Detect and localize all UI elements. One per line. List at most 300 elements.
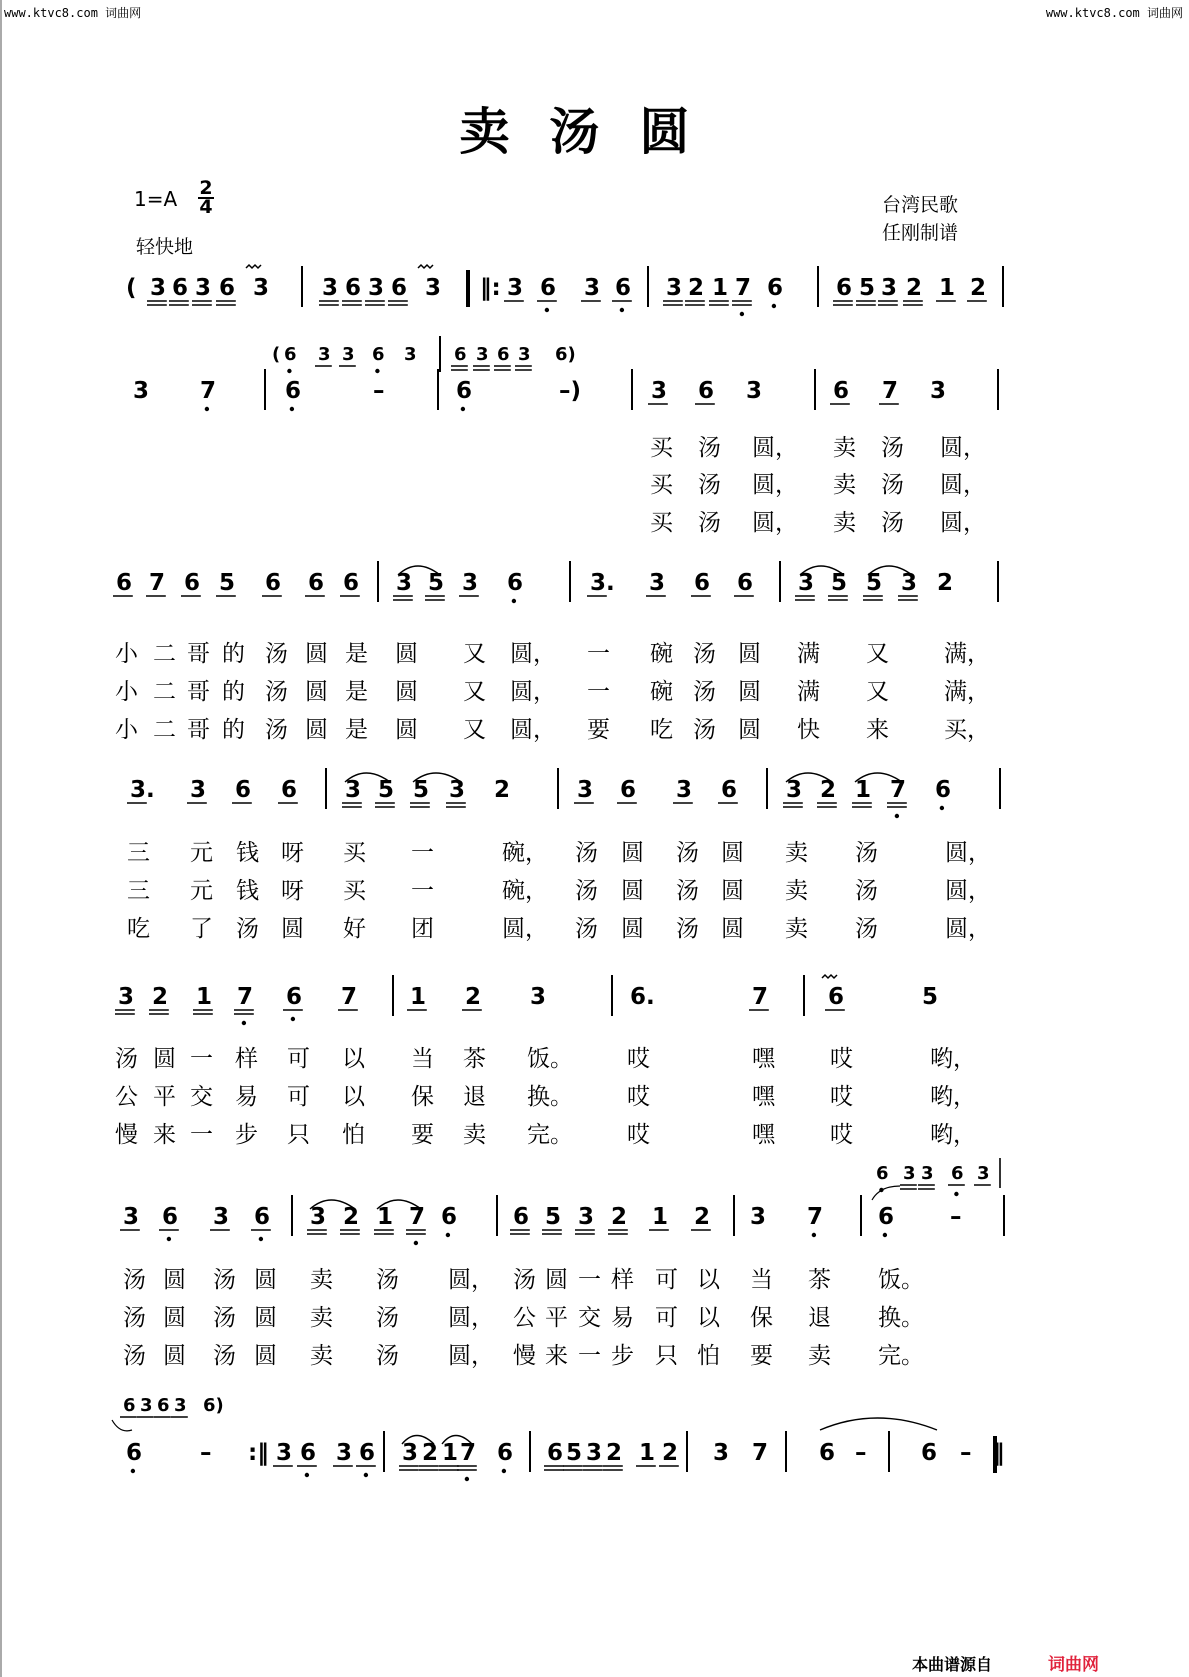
lyric-char: 圆， xyxy=(448,1343,494,1369)
note: 1 xyxy=(196,984,213,1010)
note: 3 xyxy=(881,275,898,301)
lyric-char: 圆 xyxy=(545,1267,568,1293)
note: 3 xyxy=(666,275,683,301)
lyric-char: 汤 xyxy=(881,472,904,498)
lyric-char: 汤 xyxy=(693,641,716,667)
lyric-char: 汤 xyxy=(698,510,721,536)
note: 5 xyxy=(922,984,939,1010)
note: 2 xyxy=(611,1204,628,1230)
note: 6 xyxy=(876,1163,889,1184)
lyric-char: 哎 xyxy=(830,1046,853,1072)
note: 6 xyxy=(391,275,408,301)
lyric-char: 一 xyxy=(587,641,610,667)
low-octave-dot xyxy=(740,312,744,316)
lyric-char: 圆 xyxy=(621,840,644,866)
grace-slur xyxy=(112,1420,132,1431)
low-octave-dot xyxy=(620,308,624,312)
lyric-char: 可 xyxy=(287,1046,310,1072)
note: 6 xyxy=(456,378,473,404)
low-octave-dot xyxy=(291,1017,295,1021)
slur xyxy=(820,1418,937,1430)
lyric-char: 圆 xyxy=(305,679,328,705)
note: – xyxy=(373,378,385,404)
lyric-char: 嘿 xyxy=(752,1122,775,1148)
note: 3 xyxy=(518,344,531,365)
lyric-char: 满， xyxy=(944,679,990,705)
note: 6 xyxy=(828,984,845,1010)
lyric-char: 圆， xyxy=(940,510,986,536)
lyric-char: 了 xyxy=(190,916,213,942)
lyric-char: 只 xyxy=(655,1343,678,1369)
lyric-char: 又 xyxy=(463,641,486,667)
note: 1 xyxy=(639,1440,656,1466)
lyric-char: 圆， xyxy=(945,916,991,942)
tempo-marking: 轻快地 xyxy=(136,236,194,258)
lyric-char: 汤 xyxy=(575,878,598,904)
lyric-char: 吃 xyxy=(650,717,673,743)
lyric-char: 又 xyxy=(463,717,486,743)
lyric-char: 圆， xyxy=(945,840,991,866)
lyric-char: 退 xyxy=(463,1084,486,1110)
low-octave-dot xyxy=(812,1233,816,1237)
note: 6 xyxy=(737,570,754,596)
note: 5 xyxy=(831,570,848,596)
lyric-char: 汤 xyxy=(881,435,904,461)
lyric-char: 二 xyxy=(153,679,176,705)
note: 6 xyxy=(172,275,189,301)
note: 3. xyxy=(590,570,615,596)
lyric-char: 圆， xyxy=(502,916,548,942)
note: 3 xyxy=(190,777,207,803)
low-octave-dot xyxy=(895,814,899,818)
note: 2 xyxy=(152,984,169,1010)
lyric-char: 保 xyxy=(750,1305,773,1331)
lyric-char: 慢 xyxy=(115,1122,138,1148)
lyric-char: 快 xyxy=(797,717,820,743)
lyric-char: 嘿 xyxy=(752,1046,775,1072)
lyric-char: 圆 xyxy=(163,1267,186,1293)
note: 3 xyxy=(651,378,668,404)
note: 6 xyxy=(345,275,362,301)
lyric-char: 怕 xyxy=(697,1343,720,1369)
note: 3 xyxy=(578,1204,595,1230)
grace-slur xyxy=(872,1186,900,1200)
lyric-char: 哥 xyxy=(187,641,210,667)
lyric-char: 圆 xyxy=(163,1305,186,1331)
lyric-char: 满 xyxy=(797,679,820,705)
lyric-char: 圆 xyxy=(395,641,418,667)
note: 2 xyxy=(494,777,511,803)
note: 2 xyxy=(970,275,987,301)
lyric-char: 汤 xyxy=(698,472,721,498)
note: 3 xyxy=(449,777,466,803)
note: 6 xyxy=(836,275,853,301)
lyric-char: 一 xyxy=(411,840,434,866)
lyric-char: 饭。 xyxy=(527,1046,573,1072)
note: 3 xyxy=(921,1163,934,1184)
lyric-char: 来 xyxy=(153,1122,176,1148)
lyric-char: 圆， xyxy=(510,679,556,705)
lyric-char: 圆 xyxy=(254,1305,277,1331)
note: – xyxy=(855,1440,867,1466)
note: 3 xyxy=(368,275,385,301)
note: 3 xyxy=(140,1395,153,1416)
note: 6 xyxy=(935,777,952,803)
lyric-char: 圆 xyxy=(721,916,744,942)
note: 7 xyxy=(341,984,358,1010)
lyric-char: 碗， xyxy=(502,840,548,866)
note: 6 xyxy=(497,344,510,365)
note: –) xyxy=(559,378,582,404)
note: 6 xyxy=(157,1395,170,1416)
low-octave-dot xyxy=(305,1473,309,1477)
lyric-char: 钱 xyxy=(236,878,259,904)
lyric-char: 圆 xyxy=(281,916,304,942)
lyric-char: 样 xyxy=(235,1046,258,1072)
lyric-char: 当 xyxy=(750,1267,773,1293)
note: 5 xyxy=(219,570,236,596)
lyric-char: 要 xyxy=(750,1343,773,1369)
lyric-char: 可 xyxy=(287,1084,310,1110)
note: 6 xyxy=(116,570,133,596)
lyric-char: 汤 xyxy=(855,840,878,866)
lyric-char: 以 xyxy=(342,1084,365,1110)
lyric-char: 以 xyxy=(697,1267,720,1293)
note: 6 xyxy=(126,1440,143,1466)
lyric-char: 交 xyxy=(190,1084,213,1110)
lyric-char: 的 xyxy=(222,641,245,667)
low-octave-dot xyxy=(465,1477,469,1481)
note: 1 xyxy=(939,275,956,301)
lyric-char: 是 xyxy=(345,679,368,705)
note: 3 xyxy=(345,777,362,803)
note: 6 xyxy=(265,570,282,596)
lyric-char: 汤 xyxy=(123,1343,146,1369)
lyric-char: 一 xyxy=(578,1267,601,1293)
lyric-char: 汤 xyxy=(376,1343,399,1369)
lyric-char: 三 xyxy=(127,840,150,866)
note: 6 xyxy=(372,344,385,365)
note: 6 xyxy=(281,777,298,803)
note: 6 xyxy=(767,275,784,301)
note: 7 xyxy=(882,378,899,404)
lyric-char: 汤 xyxy=(575,840,598,866)
lyric-char: 汤 xyxy=(855,916,878,942)
time-sig-bottom: 4 xyxy=(199,196,213,218)
lyric-char: 要 xyxy=(587,717,610,743)
note: 7 xyxy=(409,1204,426,1230)
lyric-char: 完。 xyxy=(527,1122,573,1148)
lyric-char: 怕 xyxy=(342,1122,365,1148)
lyric-char: 卖 xyxy=(785,878,808,904)
low-octave-dot xyxy=(167,1237,171,1241)
key-signature: 1=A xyxy=(134,187,178,211)
note: 6 xyxy=(441,1204,458,1230)
lyric-char: 碗 xyxy=(650,679,673,705)
lyric-char: 饭。 xyxy=(878,1267,924,1293)
lyric-char: 圆 xyxy=(721,878,744,904)
low-octave-dot xyxy=(512,599,516,603)
note: 3 xyxy=(425,275,442,301)
lyric-char: 换。 xyxy=(878,1305,924,1331)
lyric-char: 满 xyxy=(797,641,820,667)
lyric-char: 汤 xyxy=(213,1343,236,1369)
lyric-char: 二 xyxy=(153,641,176,667)
lyric-char: 钱 xyxy=(236,840,259,866)
lyric-char: 圆 xyxy=(621,878,644,904)
note: 1 xyxy=(410,984,427,1010)
note: 3 xyxy=(462,570,479,596)
lyric-char: 好 xyxy=(343,916,366,942)
note: 6) xyxy=(203,1395,224,1416)
lyric-char: 三 xyxy=(127,878,150,904)
lyric-char: 汤 xyxy=(693,679,716,705)
lyric-char: 卖 xyxy=(463,1122,486,1148)
lyric-char: 嘿 xyxy=(752,1084,775,1110)
lyric-char: 二 xyxy=(153,717,176,743)
note: 6 xyxy=(123,1395,136,1416)
note: 7 xyxy=(752,984,769,1010)
song-origin: 台湾民歌 xyxy=(882,194,959,216)
note: 3 xyxy=(586,1440,603,1466)
lyric-char: 哥 xyxy=(187,679,210,705)
note: 3 xyxy=(253,275,270,301)
low-octave-dot xyxy=(375,369,379,373)
source-note: 本曲谱源自 xyxy=(912,1655,993,1674)
lyric-char: 卖 xyxy=(310,1267,333,1293)
note: 3 xyxy=(713,1440,730,1466)
lyric-char: 元 xyxy=(190,878,213,904)
lyric-char: 圆， xyxy=(940,435,986,461)
lyric-char: 汤 xyxy=(676,916,699,942)
lyric-char: 样 xyxy=(611,1267,634,1293)
note: 3 xyxy=(342,344,355,365)
note: 6 xyxy=(694,570,711,596)
lyric-char: 元 xyxy=(190,840,213,866)
note: 6 xyxy=(540,275,557,301)
lyric-char: 平 xyxy=(153,1084,176,1110)
note: 6 xyxy=(721,777,738,803)
lyric-char: 满， xyxy=(944,641,990,667)
note: 5 xyxy=(866,570,883,596)
lyric-char: 圆 xyxy=(305,641,328,667)
note: 6 xyxy=(162,1204,179,1230)
lyric-char: 圆 xyxy=(738,717,761,743)
note: 2 xyxy=(422,1440,439,1466)
lyric-char: 茶 xyxy=(463,1046,486,1072)
note: 5 xyxy=(378,777,395,803)
note: 2 xyxy=(937,570,954,596)
lyric-char: 碗 xyxy=(650,641,673,667)
note: 2 xyxy=(906,275,923,301)
note: 6 xyxy=(878,1204,895,1230)
note: 3 xyxy=(530,984,547,1010)
site-watermark-right: www.ktvc8.com 词曲网 xyxy=(1045,6,1183,20)
lyric-char: 当 xyxy=(411,1046,434,1072)
note: 3 xyxy=(930,378,947,404)
song-title: 卖汤圆 xyxy=(459,102,730,161)
low-octave-dot xyxy=(545,308,549,312)
note: 3 xyxy=(750,1204,767,1230)
low-octave-dot xyxy=(940,806,944,810)
note: 6 xyxy=(547,1440,564,1466)
low-octave-dot xyxy=(287,369,291,373)
note: 3 xyxy=(150,275,167,301)
note: 3 xyxy=(322,275,339,301)
note: 3 xyxy=(318,344,331,365)
lyric-char: 平 xyxy=(545,1305,568,1331)
note: 3 xyxy=(402,1440,419,1466)
note: 7 xyxy=(237,984,254,1010)
lyric-char: 圆， xyxy=(752,435,798,461)
ornament-mark xyxy=(418,265,433,268)
note: 2 xyxy=(662,1440,679,1466)
note: 1 xyxy=(377,1204,394,1230)
note: 3 xyxy=(213,1204,230,1230)
lyric-char: 圆， xyxy=(752,472,798,498)
lyric-char: 买， xyxy=(944,717,990,743)
lyric-char: 哎 xyxy=(627,1084,650,1110)
low-octave-dot xyxy=(446,1233,450,1237)
low-octave-dot xyxy=(883,1233,887,1237)
note: 7 xyxy=(735,275,752,301)
lyric-char: 以 xyxy=(697,1305,720,1331)
lyric-char: 圆 xyxy=(721,840,744,866)
note: 7 xyxy=(890,777,907,803)
lyric-char: 圆 xyxy=(395,679,418,705)
lyric-char: 慢 xyxy=(513,1343,536,1369)
site-logo: 词曲网 xyxy=(1048,1655,1099,1675)
note: 3 xyxy=(174,1395,187,1416)
lyric-char: 圆， xyxy=(510,717,556,743)
ornament-mark xyxy=(246,265,261,268)
lyric-char: 的 xyxy=(222,717,245,743)
lyric-char: 圆， xyxy=(510,641,556,667)
note: 3 xyxy=(310,1204,327,1230)
lyric-char: 圆 xyxy=(254,1267,277,1293)
lyric-char: 哎 xyxy=(627,1046,650,1072)
lyric-char: 汤 xyxy=(265,679,288,705)
note: 7 xyxy=(752,1440,769,1466)
note: 5 xyxy=(859,275,876,301)
lyric-char: 买 xyxy=(650,472,673,498)
note: – xyxy=(950,1204,962,1230)
lyric-char: 完。 xyxy=(878,1343,924,1369)
lyric-char: 买 xyxy=(650,435,673,461)
note: ( xyxy=(126,275,137,301)
note: 3 xyxy=(786,777,803,803)
lyric-char: 小 xyxy=(115,641,138,667)
lyric-char: 卖 xyxy=(833,435,856,461)
note: 3 xyxy=(746,378,763,404)
low-octave-dot xyxy=(290,407,294,411)
lyric-char: 汤 xyxy=(376,1305,399,1331)
lyric-char: 易 xyxy=(611,1305,634,1331)
note: 6 xyxy=(497,1440,514,1466)
lyric-char: 呀 xyxy=(281,840,304,866)
lyric-char: 圆 xyxy=(738,679,761,705)
note: 3 xyxy=(118,984,135,1010)
note: 3 xyxy=(584,275,601,301)
note: 2 xyxy=(465,984,482,1010)
note: 3 xyxy=(396,570,413,596)
note: 6 xyxy=(698,378,715,404)
lyric-char: 卖 xyxy=(310,1343,333,1369)
lyric-char: 汤 xyxy=(265,717,288,743)
note: 6 xyxy=(235,777,252,803)
lyric-char: 哟， xyxy=(930,1084,976,1110)
lyric-char: 圆， xyxy=(752,510,798,536)
note: – xyxy=(200,1440,212,1466)
lyric-char: 买 xyxy=(650,510,673,536)
note: 6) xyxy=(555,344,576,365)
lyric-char: 汤 xyxy=(881,510,904,536)
time-sig-top: 2 xyxy=(199,177,213,199)
lyric-char: 一 xyxy=(578,1343,601,1369)
note: 3 xyxy=(798,570,815,596)
note: ‖: xyxy=(480,275,501,301)
low-octave-dot xyxy=(461,407,465,411)
lyric-char: 圆， xyxy=(945,878,991,904)
lyric-char: 吃 xyxy=(127,916,150,942)
lyric-char: 团 xyxy=(411,916,434,942)
note: 6 xyxy=(819,1440,836,1466)
lyric-char: 哥 xyxy=(187,717,210,743)
lyric-char: 买 xyxy=(343,878,366,904)
note: 5 xyxy=(545,1204,562,1230)
lyric-char: 汤 xyxy=(855,878,878,904)
note: 6 xyxy=(285,378,302,404)
note: 6. xyxy=(630,984,655,1010)
lyric-char: 又 xyxy=(866,679,889,705)
note: ‖ xyxy=(993,1440,1005,1466)
note: 7 xyxy=(460,1440,477,1466)
lyric-char: 小 xyxy=(115,717,138,743)
lyric-char: 卖 xyxy=(310,1305,333,1331)
lyric-char: 一 xyxy=(190,1122,213,1148)
note: 3 xyxy=(133,378,150,404)
note: 2 xyxy=(820,777,837,803)
note: 6 xyxy=(951,1163,964,1184)
low-octave-dot xyxy=(414,1241,418,1245)
lyric-char: 汤 xyxy=(676,878,699,904)
arranger-credit: 任刚制谱 xyxy=(882,222,959,244)
lyric-char: 只 xyxy=(287,1122,310,1148)
lyric-char: 交 xyxy=(578,1305,601,1331)
note: 3 xyxy=(336,1440,353,1466)
note: 6 xyxy=(219,275,236,301)
lyric-char: 碗， xyxy=(502,878,548,904)
note: 3 xyxy=(404,344,417,365)
low-octave-dot xyxy=(259,1237,263,1241)
lyric-char: 买 xyxy=(343,840,366,866)
lyric-char: 汤 xyxy=(123,1267,146,1293)
note: 3 xyxy=(195,275,212,301)
low-octave-dot xyxy=(131,1469,135,1473)
note: 6 xyxy=(615,275,632,301)
note: 3 xyxy=(649,570,666,596)
lyric-char: 卖 xyxy=(833,510,856,536)
note: 3 xyxy=(476,344,489,365)
lyric-char: 哎 xyxy=(830,1084,853,1110)
note: 5 xyxy=(428,570,445,596)
lyric-char: 来 xyxy=(866,717,889,743)
lyric-char: 汤 xyxy=(213,1305,236,1331)
lyric-char: 圆， xyxy=(940,472,986,498)
note: 7 xyxy=(807,1204,824,1230)
note: 6 xyxy=(359,1440,376,1466)
lyric-char: 一 xyxy=(411,878,434,904)
